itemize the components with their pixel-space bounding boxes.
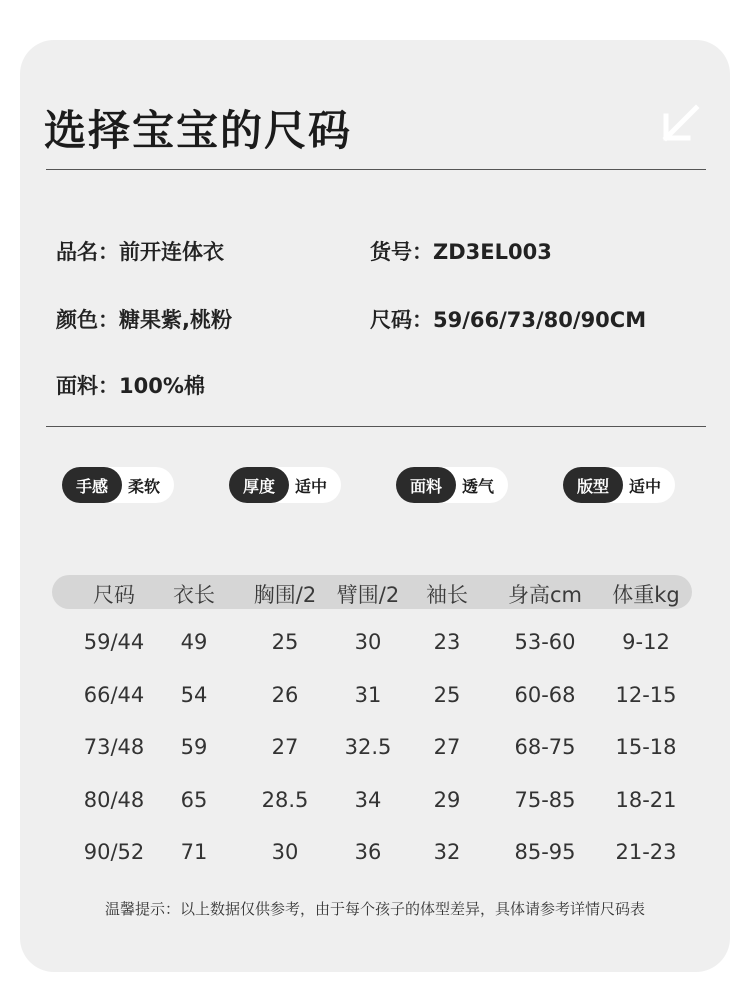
table-header-cell: 尺码 (93, 583, 135, 607)
product-color-value: 糖果紫,桃粉 (119, 308, 232, 332)
table-cell: 31 (354, 683, 382, 707)
product-name-value: 前开连体衣 (119, 240, 224, 264)
table-cell: 73/48 (83, 735, 145, 759)
table-cell: 59/44 (83, 630, 145, 654)
product-name (56, 236, 224, 266)
table-cell: 75-85 (514, 788, 576, 812)
table-cell: 30 (354, 630, 382, 654)
tag-thickness (229, 467, 341, 503)
table-cell: 25 (271, 630, 299, 654)
table-cell: 65 (180, 788, 208, 812)
table-cell: 27 (271, 735, 299, 759)
table-cell: 9-12 (622, 630, 670, 654)
product-size (370, 304, 646, 334)
table-cell: 29 (433, 788, 461, 812)
product-fabric-label: 面料： (56, 374, 119, 398)
product-sku-value: ZD3EL003 (433, 240, 552, 264)
divider-middle (46, 426, 706, 427)
tag-key: 手感 (62, 467, 122, 503)
tag-value: 适中 (629, 476, 662, 496)
table-cell: 60-68 (514, 683, 576, 707)
table-cell: 28.5 (261, 788, 309, 812)
table-header-cell: 衣长 (173, 583, 215, 607)
table-header-cell: 胸围/2 (253, 583, 317, 607)
table-cell: 32.5 (344, 735, 392, 759)
table-cell: 32 (433, 840, 461, 864)
table-cell: 27 (433, 735, 461, 759)
tag-value: 透气 (462, 476, 495, 496)
table-header-cell: 身高cm (507, 583, 582, 607)
table-cell: 15-18 (615, 735, 677, 759)
tag-value: 适中 (295, 476, 328, 496)
size-note: 温馨提示：以上数据仅供参考，由于每个孩子的体型差异，具体请参考详情尺码表 (104, 900, 645, 918)
product-sku (370, 236, 552, 266)
table-cell: 68-75 (514, 735, 576, 759)
table-cell: 85-95 (514, 840, 576, 864)
tag-key: 版型 (563, 467, 623, 503)
table-header-cell: 体重kg (612, 583, 680, 607)
table-cell: 59 (180, 735, 208, 759)
table-cell: 21-23 (615, 840, 677, 864)
product-sku-label: 货号： (370, 240, 433, 264)
table-cell: 12-15 (615, 683, 677, 707)
size-card (20, 40, 730, 972)
table-header-cell: 臂围/2 (336, 583, 400, 607)
tag-key: 厚度 (229, 467, 289, 503)
table-cell: 30 (271, 840, 299, 864)
product-size-value: 59/66/73/80/90CM (433, 308, 647, 332)
product-name-label: 品名： (56, 240, 119, 264)
product-fabric (56, 370, 205, 400)
tag-key: 面料 (396, 467, 456, 503)
table-cell: 80/48 (83, 788, 145, 812)
table-cell: 53-60 (514, 630, 576, 654)
tag-fabric (396, 467, 508, 503)
table-header-cell: 袖长 (426, 583, 468, 607)
product-color (56, 304, 232, 334)
table-cell: 54 (180, 683, 208, 707)
page-title: 选择宝宝的尺码 (44, 106, 353, 155)
table-cell: 23 (433, 630, 461, 654)
table-cell: 25 (433, 683, 461, 707)
table-cell: 90/52 (83, 840, 145, 864)
table-cell: 66/44 (83, 683, 145, 707)
table-cell: 26 (271, 683, 299, 707)
table-cell: 71 (180, 840, 208, 864)
divider-top (46, 169, 706, 170)
table-cell: 34 (354, 788, 382, 812)
tag-fit (563, 467, 675, 503)
tag-value: 柔软 (128, 476, 161, 496)
table-cell: 49 (180, 630, 208, 654)
tag-feel (62, 467, 174, 503)
arrow-down-left-icon (660, 104, 700, 144)
product-size-label: 尺码： (370, 308, 433, 332)
table-cell: 18-21 (615, 788, 677, 812)
product-color-label: 颜色： (56, 308, 119, 332)
product-fabric-value: 100%棉 (119, 374, 205, 398)
table-cell: 36 (354, 840, 382, 864)
